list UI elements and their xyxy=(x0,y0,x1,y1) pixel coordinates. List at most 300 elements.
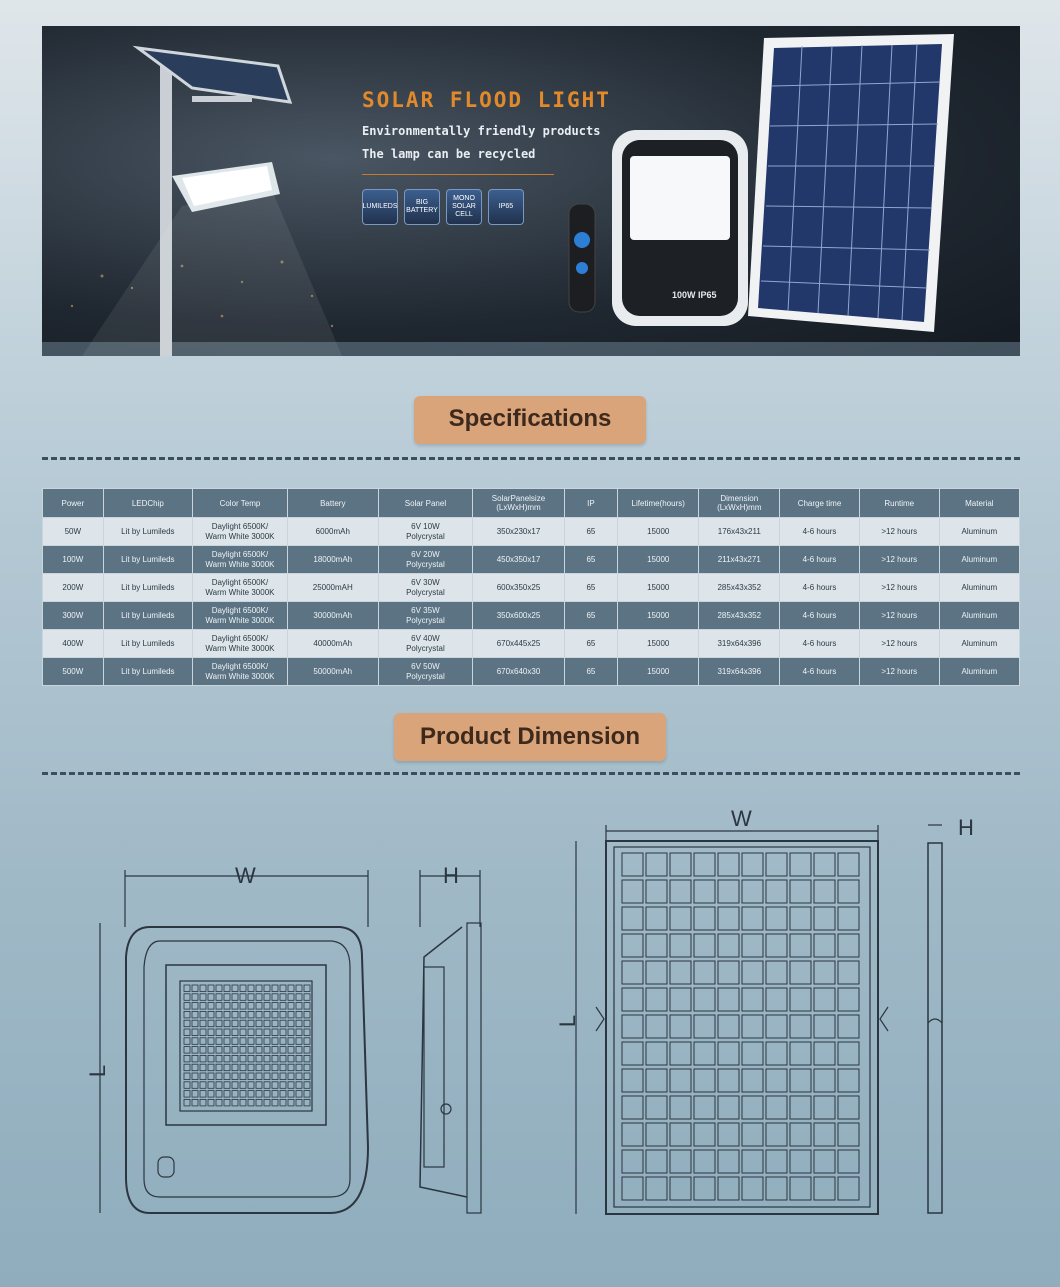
led-chip xyxy=(272,1064,278,1071)
solar-cell xyxy=(838,1042,859,1065)
column-header: Runtime xyxy=(859,489,939,518)
solar-cell xyxy=(694,1015,715,1038)
solar-cell xyxy=(670,1096,691,1119)
led-chip xyxy=(288,1073,294,1080)
hero-banner xyxy=(42,26,1020,356)
led-chip xyxy=(192,1064,198,1071)
led-chip xyxy=(192,1082,198,1089)
solar-cell xyxy=(670,1177,691,1200)
led-chip xyxy=(184,1047,190,1054)
table-cell: 319x64x396 xyxy=(699,630,780,658)
solar-cell xyxy=(790,907,811,930)
led-chip xyxy=(192,1003,198,1010)
table-cell: 15000 xyxy=(618,658,699,686)
solar-cell xyxy=(766,961,787,984)
solar-cell xyxy=(622,934,643,957)
table-cell: Daylight 6500K/ Warm White 3000K xyxy=(193,518,288,546)
solar-cell xyxy=(694,961,715,984)
table-cell: 350x230x17 xyxy=(473,518,565,546)
column-header: LEDChip xyxy=(103,489,192,518)
solar-cell xyxy=(622,1123,643,1146)
led-chip xyxy=(296,1011,302,1018)
led-chip xyxy=(184,1020,190,1026)
solar-cell xyxy=(694,880,715,903)
table-cell: 211x43x271 xyxy=(699,546,780,574)
solar-cell xyxy=(622,880,643,903)
led-chip xyxy=(256,1091,262,1098)
led-chip xyxy=(232,1091,238,1098)
table-cell: 65 xyxy=(564,518,617,546)
led-chip xyxy=(272,1038,278,1045)
table-cell: 40000mAh xyxy=(287,630,378,658)
table-body xyxy=(43,518,1020,686)
table-cell: 65 xyxy=(564,546,617,574)
hero-title: SOLAR FLOOD LIGHT xyxy=(362,88,611,112)
led-chip xyxy=(288,1047,294,1054)
led-chip xyxy=(240,985,246,992)
led-chip xyxy=(208,1029,214,1036)
led-chip xyxy=(248,1064,254,1071)
led-chip xyxy=(280,1029,286,1036)
column-header: SolarPanelsize (LxWxH)mm xyxy=(473,489,565,518)
table-row xyxy=(43,574,1020,602)
led-chip xyxy=(216,1082,222,1089)
table-cell: Aluminum xyxy=(939,518,1019,546)
solar-cell xyxy=(622,907,643,930)
led-chip xyxy=(256,1003,262,1010)
solar-cell xyxy=(646,1015,667,1038)
lamp-label: 100W IP65 xyxy=(672,290,717,300)
led-chip xyxy=(264,1029,270,1036)
led-chip xyxy=(280,1099,286,1106)
led-chip xyxy=(200,1038,206,1045)
solar-cell xyxy=(646,880,667,903)
led-chip xyxy=(208,1064,214,1071)
column-header: IP xyxy=(564,489,617,518)
column-header: Dimension (LxWxH)mm xyxy=(699,489,780,518)
solar-cell xyxy=(718,961,739,984)
ip65-badge-icon: IP65 xyxy=(488,189,524,225)
column-header: Solar Panel xyxy=(378,489,472,518)
led-chip xyxy=(200,994,206,1001)
led-chip xyxy=(224,1011,230,1018)
led-chip xyxy=(248,1011,254,1018)
led-chip xyxy=(184,1038,190,1045)
led-chip xyxy=(192,1011,198,1018)
led-chip xyxy=(304,1055,310,1062)
solar-cell xyxy=(814,1069,835,1092)
led-chip xyxy=(232,1073,238,1080)
led-chip xyxy=(304,1099,310,1106)
table-cell: >12 hours xyxy=(859,602,939,630)
led-chip xyxy=(288,1091,294,1098)
led-chip xyxy=(240,1099,246,1106)
solar-cell xyxy=(718,1123,739,1146)
solar-cell xyxy=(646,1150,667,1173)
led-chip xyxy=(256,1082,262,1089)
solar-cell xyxy=(790,961,811,984)
table-cell: 15000 xyxy=(618,574,699,602)
solar-cell xyxy=(694,1123,715,1146)
led-chip xyxy=(232,1082,238,1089)
led-chip xyxy=(264,1082,270,1089)
led-chip xyxy=(200,1055,206,1062)
led-chip xyxy=(240,1003,246,1010)
solar-cell xyxy=(742,1123,763,1146)
led-chip xyxy=(200,1082,206,1089)
solar-cell xyxy=(694,1042,715,1065)
specifications-heading: Specifications xyxy=(414,396,646,444)
solar-cell xyxy=(838,1150,859,1173)
led-chip xyxy=(264,994,270,1001)
led-chip xyxy=(240,994,246,1001)
led-chip xyxy=(184,1003,190,1010)
led-chip xyxy=(264,1011,270,1018)
table-cell: 15000 xyxy=(618,602,699,630)
solar-cell xyxy=(646,1069,667,1092)
solar-cell xyxy=(718,1015,739,1038)
led-chip xyxy=(192,1047,198,1054)
led-chip xyxy=(192,1020,198,1026)
led-chip xyxy=(184,1073,190,1080)
table-cell: 4-6 hours xyxy=(780,518,860,546)
led-chip xyxy=(296,1064,302,1071)
led-chip xyxy=(272,1055,278,1062)
solar-cell xyxy=(814,961,835,984)
led-chip xyxy=(240,1055,246,1062)
led-chip xyxy=(264,1020,270,1026)
table-cell: Lit by Lumileds xyxy=(103,630,192,658)
led-chip xyxy=(224,1082,230,1089)
solar-cell xyxy=(622,1069,643,1092)
led-chip xyxy=(216,994,222,1001)
table-cell: >12 hours xyxy=(859,518,939,546)
led-chip xyxy=(256,994,262,1001)
table-cell: 450x350x17 xyxy=(473,546,565,574)
led-chip xyxy=(296,1029,302,1036)
led-chip xyxy=(240,1038,246,1045)
led-chip xyxy=(256,1029,262,1036)
led-chip xyxy=(288,1003,294,1010)
led-chip xyxy=(184,1055,190,1062)
led-chip xyxy=(264,1038,270,1045)
led-chip xyxy=(200,1047,206,1054)
table-cell: 6V 40W Polycrystal xyxy=(378,630,472,658)
table-cell: Lit by Lumileds xyxy=(103,574,192,602)
solar-cell xyxy=(622,1042,643,1065)
led-chip xyxy=(304,1029,310,1036)
table-row xyxy=(43,518,1020,546)
led-chip xyxy=(200,1099,206,1106)
led-chip xyxy=(224,1020,230,1026)
led-chip xyxy=(224,1064,230,1071)
solar-cell xyxy=(814,907,835,930)
table-cell: 100W xyxy=(43,546,104,574)
led-chip xyxy=(216,1073,222,1080)
led-chip xyxy=(304,1011,310,1018)
led-chip xyxy=(248,1073,254,1080)
table-cell: 200W xyxy=(43,574,104,602)
panel-height-label: H xyxy=(958,815,974,840)
solar-cell xyxy=(790,988,811,1011)
solar-cell xyxy=(766,1096,787,1119)
led-chip xyxy=(208,1020,214,1026)
solar-cell xyxy=(622,988,643,1011)
table-cell: 350x600x25 xyxy=(473,602,565,630)
led-chip xyxy=(272,1099,278,1106)
table-cell: 50000mAh xyxy=(287,658,378,686)
solar-cell xyxy=(790,1015,811,1038)
led-chip xyxy=(200,1029,206,1036)
solar-cell xyxy=(694,1096,715,1119)
solar-cell xyxy=(742,1069,763,1092)
led-chip xyxy=(216,1047,222,1054)
led-chip xyxy=(304,1091,310,1098)
led-chip xyxy=(248,1055,254,1062)
led-chip xyxy=(288,1055,294,1062)
table-cell: Lit by Lumileds xyxy=(103,546,192,574)
led-chip xyxy=(208,1047,214,1054)
solar-cell xyxy=(766,988,787,1011)
led-chip xyxy=(240,1011,246,1018)
solar-cell xyxy=(694,853,715,876)
led-chip xyxy=(240,1073,246,1080)
led-chip xyxy=(200,1011,206,1018)
led-chip xyxy=(224,1099,230,1106)
solar-cell xyxy=(814,1150,835,1173)
led-chip xyxy=(296,1082,302,1089)
solar-cell xyxy=(646,988,667,1011)
solar-cell xyxy=(694,934,715,957)
height-label: H xyxy=(443,863,459,888)
solar-cell xyxy=(838,961,859,984)
led-chip xyxy=(232,1003,238,1010)
solar-cell xyxy=(814,1123,835,1146)
led-chip xyxy=(224,985,230,992)
led-chip xyxy=(272,1020,278,1026)
solar-cell xyxy=(670,1123,691,1146)
led-chip xyxy=(304,985,310,992)
led-chip xyxy=(216,1064,222,1071)
battery-badge-icon: BIG BATTERY xyxy=(404,189,440,225)
table-cell: Daylight 6500K/ Warm White 3000K xyxy=(193,658,288,686)
table-cell: 500W xyxy=(43,658,104,686)
led-chip xyxy=(224,1003,230,1010)
table-cell: 65 xyxy=(564,574,617,602)
solar-cell xyxy=(718,934,739,957)
solar-cell xyxy=(766,880,787,903)
led-chip xyxy=(272,985,278,992)
led-chip xyxy=(240,1047,246,1054)
led-chip xyxy=(208,1055,214,1062)
solar-cell xyxy=(742,853,763,876)
led-chip xyxy=(288,1020,294,1026)
led-chip xyxy=(240,1091,246,1098)
solar-cell xyxy=(622,853,643,876)
solar-cell xyxy=(766,1015,787,1038)
led-chip xyxy=(192,985,198,992)
led-chip xyxy=(216,1003,222,1010)
length-label: L xyxy=(85,1064,111,1078)
led-chip xyxy=(264,1099,270,1106)
solar-cell xyxy=(622,961,643,984)
led-chip xyxy=(296,1073,302,1080)
led-chip xyxy=(248,1099,254,1106)
led-chip xyxy=(208,994,214,1001)
led-chip xyxy=(264,1055,270,1062)
column-header: Charge time xyxy=(780,489,860,518)
solar-cell xyxy=(670,961,691,984)
table-cell: 670x445x25 xyxy=(473,630,565,658)
solar-cell xyxy=(838,907,859,930)
solar-cell xyxy=(718,853,739,876)
section-divider xyxy=(42,772,1020,775)
led-chip xyxy=(272,1073,278,1080)
solar-cell xyxy=(838,880,859,903)
led-chip xyxy=(208,1091,214,1098)
led-chip xyxy=(248,985,254,992)
solar-cell xyxy=(814,934,835,957)
led-chip xyxy=(272,1003,278,1010)
led-chip xyxy=(296,1055,302,1062)
solar-cell xyxy=(814,1015,835,1038)
led-chip xyxy=(240,1064,246,1071)
led-chip xyxy=(272,994,278,1001)
led-chip xyxy=(200,985,206,992)
table-cell: 15000 xyxy=(618,518,699,546)
specifications-table xyxy=(42,488,1020,686)
led-chip xyxy=(248,1029,254,1036)
led-chip xyxy=(280,1082,286,1089)
solar-cell xyxy=(670,880,691,903)
solar-cell xyxy=(766,1069,787,1092)
table-header-row xyxy=(43,489,1020,518)
table-cell: >12 hours xyxy=(859,546,939,574)
solar-cell xyxy=(646,934,667,957)
solar-cell xyxy=(790,1096,811,1119)
column-header: Power xyxy=(43,489,104,518)
led-chip xyxy=(280,1020,286,1026)
led-chip xyxy=(240,1029,246,1036)
lumileds-badge-icon: LUMILEDS xyxy=(362,189,398,225)
table-cell: >12 hours xyxy=(859,658,939,686)
led-chip xyxy=(200,1003,206,1010)
led-chip xyxy=(184,1011,190,1018)
solar-cell xyxy=(766,1177,787,1200)
feature-badges xyxy=(362,189,524,225)
solar-cell xyxy=(814,1096,835,1119)
led-chip xyxy=(296,1047,302,1054)
solar-cell xyxy=(718,1150,739,1173)
solar-cell xyxy=(694,1150,715,1173)
solar-cell xyxy=(790,1042,811,1065)
led-chip xyxy=(192,1055,198,1062)
led-chip xyxy=(288,1099,294,1106)
solar-cell xyxy=(694,988,715,1011)
led-chip xyxy=(248,1047,254,1054)
led-chip xyxy=(192,1073,198,1080)
column-header: Material xyxy=(939,489,1019,518)
led-chip xyxy=(248,1020,254,1026)
solar-cell xyxy=(646,1042,667,1065)
led-chip xyxy=(280,1047,286,1054)
led-chip xyxy=(264,1064,270,1071)
led-chip xyxy=(264,1003,270,1010)
led-chip xyxy=(208,1003,214,1010)
led-chip xyxy=(272,1091,278,1098)
table-cell: Aluminum xyxy=(939,574,1019,602)
mono-cell-badge-icon: MONO SOLAR CELL xyxy=(446,189,482,225)
table-cell: 285x43x352 xyxy=(699,602,780,630)
led-chip xyxy=(192,1038,198,1045)
led-chip xyxy=(264,985,270,992)
table-cell: 285x43x352 xyxy=(699,574,780,602)
solar-cell xyxy=(790,1123,811,1146)
led-chip xyxy=(232,1064,238,1071)
led-chip xyxy=(232,985,238,992)
solar-cell xyxy=(838,934,859,957)
led-chip xyxy=(272,1082,278,1089)
led-chip xyxy=(296,1099,302,1106)
table-cell: 18000mAh xyxy=(287,546,378,574)
solar-cell xyxy=(718,988,739,1011)
table-cell: 4-6 hours xyxy=(780,546,860,574)
solar-cell xyxy=(766,934,787,957)
column-header: Lifetime(hours) xyxy=(618,489,699,518)
led-chip xyxy=(232,1020,238,1026)
led-chip xyxy=(248,1082,254,1089)
solar-cell xyxy=(814,1042,835,1065)
table-row xyxy=(43,658,1020,686)
led-chip xyxy=(248,1091,254,1098)
solar-cell xyxy=(622,1177,643,1200)
table-cell: 6000mAh xyxy=(287,518,378,546)
table-cell: 400W xyxy=(43,630,104,658)
solar-cell xyxy=(622,1096,643,1119)
solar-cell xyxy=(670,907,691,930)
solar-cell xyxy=(814,880,835,903)
led-chip xyxy=(216,1038,222,1045)
solar-cell xyxy=(838,1096,859,1119)
table-cell: 65 xyxy=(564,630,617,658)
led-chip xyxy=(304,1064,310,1071)
solar-cell xyxy=(718,1096,739,1119)
solar-cell xyxy=(670,1015,691,1038)
led-chip xyxy=(224,1073,230,1080)
section-divider xyxy=(42,457,1020,460)
hero-tagline-1: Environmentally friendly products xyxy=(362,124,601,138)
solar-cell xyxy=(622,1015,643,1038)
led-chip xyxy=(304,1003,310,1010)
led-chip xyxy=(200,1020,206,1026)
led-chip xyxy=(240,1082,246,1089)
led-chip xyxy=(232,1099,238,1106)
led-chip xyxy=(224,1047,230,1054)
table-cell: 670x640x30 xyxy=(473,658,565,686)
table-cell: 176x43x211 xyxy=(699,518,780,546)
solar-cell xyxy=(742,1042,763,1065)
led-chip xyxy=(232,1011,238,1018)
table-cell: Daylight 6500K/ Warm White 3000K xyxy=(193,630,288,658)
led-chip xyxy=(208,1073,214,1080)
led-chip xyxy=(184,1099,190,1106)
solar-cell xyxy=(790,934,811,957)
table-cell: 4-6 hours xyxy=(780,630,860,658)
led-chip xyxy=(200,1064,206,1071)
led-chip xyxy=(304,994,310,1001)
solar-cell xyxy=(622,1150,643,1173)
solar-cell xyxy=(646,1177,667,1200)
